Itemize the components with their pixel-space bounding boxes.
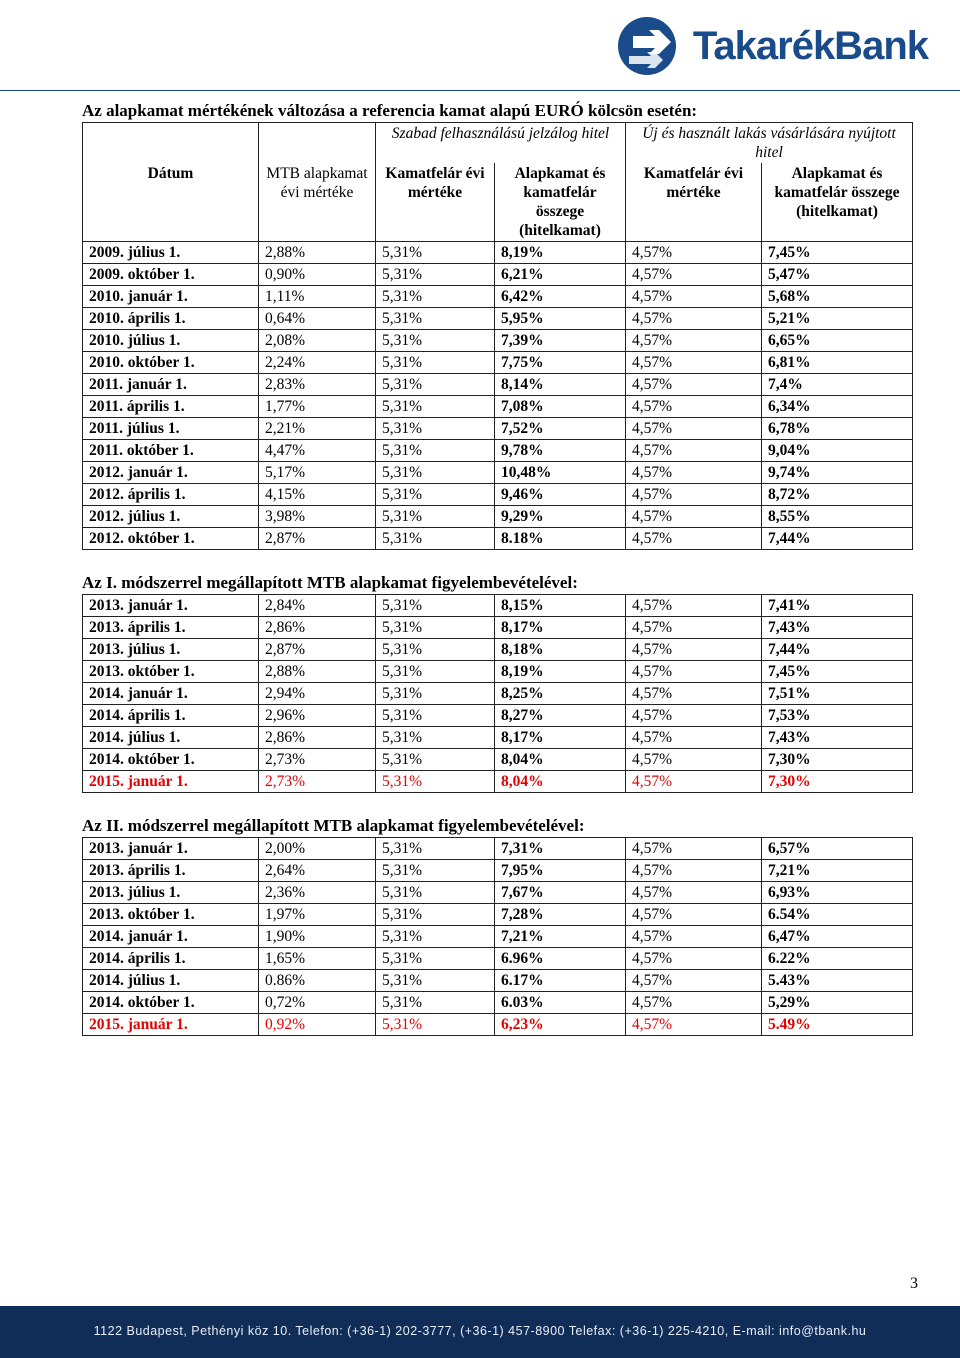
table-group-header-row [83, 123, 913, 164]
cell-kamatfelar-2: 4,57% [626, 242, 762, 264]
cell-hitelkamat-1: 6.96% [495, 948, 626, 970]
cell-date: 2011. július 1. [83, 418, 259, 440]
cell-mtb-rate: 0,90% [259, 264, 376, 286]
cell-kamatfelar-2: 4,57% [626, 926, 762, 948]
cell-date: 2014. április 1. [83, 948, 259, 970]
cell-kamatfelar-1: 5,31% [376, 860, 495, 882]
cell-kamatfelar-2: 4,57% [626, 948, 762, 970]
cell-kamatfelar-1: 5,31% [376, 462, 495, 484]
table-row [83, 264, 913, 286]
brand-logo[interactable] [615, 14, 928, 78]
cell-date: 2014. január 1. [83, 683, 259, 705]
cell-mtb-rate: 3,98% [259, 506, 376, 528]
cell-kamatfelar-1: 5,31% [376, 506, 495, 528]
cell-mtb-rate: 1,65% [259, 948, 376, 970]
cell-date: 2011. április 1. [83, 396, 259, 418]
table-row [83, 661, 913, 683]
cell-mtb-rate: 2,86% [259, 727, 376, 749]
cell-mtb-rate: 1,90% [259, 926, 376, 948]
cell-kamatfelar-1: 5,31% [376, 440, 495, 462]
cell-date: 2014. július 1. [83, 970, 259, 992]
cell-kamatfelar-2: 4,57% [626, 617, 762, 639]
table-row [83, 352, 913, 374]
table-row [83, 1014, 913, 1036]
cell-hitelkamat-1: 7,21% [495, 926, 626, 948]
cell-hitelkamat-1: 7,95% [495, 860, 626, 882]
footer-contact-text: 1122 Budapest, Pethényi köz 10. Telefon: (+36-1) 202-3777, (+36-1) 457-8900 Telefax: (+36-1) 225-4210, E-mail: info@tbank.hu [93, 1324, 867, 1338]
cell-kamatfelar-2: 4,57% [626, 727, 762, 749]
cell-hitelkamat-2: 5,21% [762, 308, 913, 330]
cell-kamatfelar-1: 5,31% [376, 904, 495, 926]
cell-hitelkamat-2: 6,65% [762, 330, 913, 352]
cell-hitelkamat-1: 8.18% [495, 528, 626, 550]
cell-date: 2013. április 1. [83, 860, 259, 882]
table-row [83, 440, 913, 462]
cell-mtb-rate: 2,87% [259, 528, 376, 550]
cell-kamatfelar-1: 5,31% [376, 882, 495, 904]
table-row [83, 462, 913, 484]
cell-hitelkamat-1: 9,29% [495, 506, 626, 528]
cell-hitelkamat-2: 9,04% [762, 440, 913, 462]
cell-hitelkamat-1: 9,46% [495, 484, 626, 506]
cell-hitelkamat-1: 8,17% [495, 727, 626, 749]
section-title-euro: Az alapkamat mértékének változása a referencia kamat alapú EURÓ kölcsön esetén: [82, 101, 698, 120]
cell-hitelkamat-1: 8,04% [495, 771, 626, 793]
table-body-historic [83, 242, 913, 550]
cell-mtb-rate: 4,15% [259, 484, 376, 506]
cell-hitelkamat-2: 5,68% [762, 286, 913, 308]
cell-hitelkamat-2: 6,93% [762, 882, 913, 904]
table-row [83, 992, 913, 1014]
table-row [83, 617, 913, 639]
cell-date: 2014. április 1. [83, 705, 259, 727]
header-kamatfelar-1: Kamatfelár évi mértéke [376, 163, 495, 242]
table-row [83, 396, 913, 418]
cell-kamatfelar-1: 5,31% [376, 926, 495, 948]
cell-kamatfelar-1: 5,31% [376, 617, 495, 639]
cell-mtb-rate: 2,73% [259, 749, 376, 771]
header-alapkamat-1: Alapkamat és kamatfelár összege (hitelkamat) [495, 163, 626, 242]
cell-kamatfelar-2: 4,57% [626, 705, 762, 727]
table-row [83, 374, 913, 396]
cell-hitelkamat-2: 7,44% [762, 528, 913, 550]
cell-hitelkamat-2: 7,30% [762, 771, 913, 793]
section-title-method-1: Az I. módszerrel megállapított MTB alapkamat figyelembevételével: [82, 573, 578, 592]
cell-hitelkamat-2: 5.49% [762, 1014, 913, 1036]
cell-date: 2015. január 1. [83, 771, 259, 793]
cell-hitelkamat-2: 7,41% [762, 595, 913, 617]
cell-hitelkamat-2: 7,4% [762, 374, 913, 396]
cell-date: 2009. október 1. [83, 264, 259, 286]
cell-kamatfelar-2: 4,57% [626, 992, 762, 1014]
cell-date: 2010. július 1. [83, 330, 259, 352]
cell-date: 2012. április 1. [83, 484, 259, 506]
table-body-method-2 [83, 838, 913, 1036]
cell-mtb-rate: 4,47% [259, 440, 376, 462]
cell-hitelkamat-1: 6.17% [495, 970, 626, 992]
cell-kamatfelar-2: 4,57% [626, 771, 762, 793]
cell-hitelkamat-1: 7,28% [495, 904, 626, 926]
rate-table-method-2 [82, 837, 913, 1036]
cell-mtb-rate: 0,92% [259, 1014, 376, 1036]
cell-hitelkamat-1: 8,04% [495, 749, 626, 771]
table-row [83, 330, 913, 352]
cell-mtb-rate: 5,17% [259, 462, 376, 484]
document-content [82, 100, 912, 1036]
cell-kamatfelar-2: 4,57% [626, 595, 762, 617]
cell-kamatfelar-1: 5,31% [376, 838, 495, 860]
cell-kamatfelar-2: 4,57% [626, 286, 762, 308]
cell-kamatfelar-2: 4,57% [626, 506, 762, 528]
cell-hitelkamat-1: 8,19% [495, 242, 626, 264]
cell-kamatfelar-2: 4,57% [626, 1014, 762, 1036]
cell-date: 2012. október 1. [83, 528, 259, 550]
table-row [83, 860, 913, 882]
header-kamatfelar-2: Kamatfelár évi mértéke [626, 163, 762, 242]
cell-kamatfelar-2: 4,57% [626, 484, 762, 506]
cell-hitelkamat-2: 7,21% [762, 860, 913, 882]
cell-kamatfelar-2: 4,57% [626, 352, 762, 374]
cell-kamatfelar-1: 5,31% [376, 528, 495, 550]
cell-mtb-rate: 1,97% [259, 904, 376, 926]
cell-kamatfelar-2: 4,57% [626, 396, 762, 418]
cell-mtb-rate: 2,86% [259, 617, 376, 639]
table-row [83, 705, 913, 727]
cell-date: 2014. október 1. [83, 749, 259, 771]
cell-hitelkamat-2: 6.54% [762, 904, 913, 926]
cell-kamatfelar-2: 4,57% [626, 374, 762, 396]
cell-kamatfelar-2: 4,57% [626, 639, 762, 661]
brand-name: TakarékBank [692, 23, 928, 68]
cell-kamatfelar-2: 4,57% [626, 418, 762, 440]
cell-mtb-rate: 2,73% [259, 771, 376, 793]
cell-hitelkamat-2: 7,30% [762, 749, 913, 771]
cell-date: 2015. január 1. [83, 1014, 259, 1036]
table-row [83, 926, 913, 948]
header-bar [0, 0, 960, 91]
table-body-method-1 [83, 595, 913, 793]
cell-kamatfelar-1: 5,31% [376, 352, 495, 374]
cell-kamatfelar-1: 5,31% [376, 595, 495, 617]
header-alapkamat-2: Alapkamat és kamatfelár összege (hitelkamat) [762, 163, 913, 242]
cell-kamatfelar-2: 4,57% [626, 970, 762, 992]
cell-hitelkamat-1: 6,21% [495, 264, 626, 286]
cell-hitelkamat-1: 7,75% [495, 352, 626, 374]
cell-mtb-rate: 2,87% [259, 639, 376, 661]
cell-hitelkamat-2: 7,51% [762, 683, 913, 705]
cell-mtb-rate: 2,96% [259, 705, 376, 727]
takarekbank-logo-icon [615, 14, 687, 78]
cell-kamatfelar-2: 4,57% [626, 683, 762, 705]
cell-date: 2010. január 1. [83, 286, 259, 308]
footer-bar [0, 1306, 960, 1358]
cell-hitelkamat-1: 9,78% [495, 440, 626, 462]
table-row [83, 484, 913, 506]
cell-date: 2012. július 1. [83, 506, 259, 528]
cell-kamatfelar-2: 4,57% [626, 462, 762, 484]
cell-hitelkamat-1: 7,52% [495, 418, 626, 440]
cell-mtb-rate: 2,08% [259, 330, 376, 352]
cell-date: 2013. július 1. [83, 639, 259, 661]
cell-date: 2011. október 1. [83, 440, 259, 462]
cell-hitelkamat-2: 6,57% [762, 838, 913, 860]
cell-mtb-rate: 2,64% [259, 860, 376, 882]
cell-kamatfelar-1: 5,31% [376, 705, 495, 727]
rate-table-historic [82, 122, 913, 550]
table-row [83, 418, 913, 440]
cell-kamatfelar-1: 5,31% [376, 749, 495, 771]
cell-hitelkamat-1: 8,25% [495, 683, 626, 705]
cell-date: 2013. október 1. [83, 904, 259, 926]
cell-kamatfelar-1: 5,31% [376, 639, 495, 661]
cell-date: 2013. július 1. [83, 882, 259, 904]
cell-hitelkamat-2: 5.43% [762, 970, 913, 992]
cell-hitelkamat-1: 8,27% [495, 705, 626, 727]
cell-mtb-rate: 0,64% [259, 308, 376, 330]
cell-mtb-rate: 0.86% [259, 970, 376, 992]
table-row [83, 838, 913, 860]
cell-date: 2009. július 1. [83, 242, 259, 264]
cell-mtb-rate: 2,83% [259, 374, 376, 396]
rate-table-method-1 [82, 594, 913, 793]
cell-hitelkamat-2: 6,34% [762, 396, 913, 418]
cell-kamatfelar-1: 5,31% [376, 992, 495, 1014]
cell-hitelkamat-1: 6,42% [495, 286, 626, 308]
cell-hitelkamat-2: 6.22% [762, 948, 913, 970]
cell-kamatfelar-1: 5,31% [376, 727, 495, 749]
cell-mtb-rate: 2,88% [259, 661, 376, 683]
header-date: Dátum [83, 163, 259, 242]
page-number: 3 [910, 1275, 918, 1292]
cell-mtb-rate: 2,84% [259, 595, 376, 617]
cell-hitelkamat-2: 7,53% [762, 705, 913, 727]
table-row [83, 506, 913, 528]
table-row [83, 639, 913, 661]
cell-date: 2010. április 1. [83, 308, 259, 330]
cell-date: 2014. október 1. [83, 992, 259, 1014]
cell-hitelkamat-1: 7,31% [495, 838, 626, 860]
cell-kamatfelar-2: 4,57% [626, 264, 762, 286]
header-mtb: MTB alapkamat évi mértéke [259, 163, 376, 242]
table-row [83, 308, 913, 330]
cell-mtb-rate: 1,77% [259, 396, 376, 418]
cell-hitelkamat-1: 6,23% [495, 1014, 626, 1036]
cell-hitelkamat-1: 7,39% [495, 330, 626, 352]
cell-kamatfelar-2: 4,57% [626, 838, 762, 860]
cell-kamatfelar-1: 5,31% [376, 771, 495, 793]
table-row [83, 904, 913, 926]
cell-hitelkamat-2: 7,43% [762, 727, 913, 749]
table-row [83, 727, 913, 749]
cell-kamatfelar-2: 4,57% [626, 661, 762, 683]
cell-kamatfelar-1: 5,31% [376, 970, 495, 992]
cell-hitelkamat-1: 10,48% [495, 462, 626, 484]
cell-kamatfelar-1: 5,31% [376, 1014, 495, 1036]
cell-kamatfelar-1: 5,31% [376, 286, 495, 308]
cell-hitelkamat-1: 7,67% [495, 882, 626, 904]
cell-date: 2013. január 1. [83, 595, 259, 617]
table-row [83, 242, 913, 264]
cell-date: 2014. január 1. [83, 926, 259, 948]
cell-hitelkamat-2: 8,55% [762, 506, 913, 528]
cell-date: 2012. január 1. [83, 462, 259, 484]
cell-kamatfelar-1: 5,31% [376, 683, 495, 705]
table-row [83, 683, 913, 705]
cell-hitelkamat-1: 6.03% [495, 992, 626, 1014]
cell-kamatfelar-1: 5,31% [376, 242, 495, 264]
cell-kamatfelar-1: 5,31% [376, 374, 495, 396]
cell-kamatfelar-1: 5,31% [376, 330, 495, 352]
cell-date: 2013. április 1. [83, 617, 259, 639]
cell-hitelkamat-2: 7,44% [762, 639, 913, 661]
cell-hitelkamat-2: 6,47% [762, 926, 913, 948]
table-row [83, 286, 913, 308]
cell-date: 2011. január 1. [83, 374, 259, 396]
table-row [83, 595, 913, 617]
cell-kamatfelar-2: 4,57% [626, 308, 762, 330]
cell-hitelkamat-2: 8,72% [762, 484, 913, 506]
cell-hitelkamat-1: 7,08% [495, 396, 626, 418]
cell-mtb-rate: 2,36% [259, 882, 376, 904]
cell-kamatfelar-2: 4,57% [626, 528, 762, 550]
header-group-jelzalog: Szabad felhasználású jelzálog hitel [376, 123, 626, 164]
cell-kamatfelar-1: 5,31% [376, 308, 495, 330]
section-title-method-2: Az II. módszerrel megállapított MTB alapkamat figyelembevételével: [82, 816, 585, 835]
cell-kamatfelar-1: 5,31% [376, 484, 495, 506]
cell-mtb-rate: 1,11% [259, 286, 376, 308]
cell-date: 2013. január 1. [83, 838, 259, 860]
cell-hitelkamat-1: 8,17% [495, 617, 626, 639]
table-row [83, 771, 913, 793]
cell-kamatfelar-1: 5,31% [376, 396, 495, 418]
cell-date: 2014. július 1. [83, 727, 259, 749]
header-empty-cell [259, 123, 376, 164]
header-empty-cell [83, 123, 259, 164]
cell-kamatfelar-2: 4,57% [626, 330, 762, 352]
header-group-lakas: Új és használt lakás vásárlására nyújtott hitel [626, 123, 913, 164]
cell-kamatfelar-1: 5,31% [376, 418, 495, 440]
cell-hitelkamat-2: 7,43% [762, 617, 913, 639]
table-row [83, 528, 913, 550]
cell-hitelkamat-2: 5,47% [762, 264, 913, 286]
cell-mtb-rate: 2,94% [259, 683, 376, 705]
cell-kamatfelar-1: 5,31% [376, 948, 495, 970]
table-row [83, 970, 913, 992]
cell-hitelkamat-2: 5,29% [762, 992, 913, 1014]
cell-hitelkamat-1: 5,95% [495, 308, 626, 330]
cell-kamatfelar-2: 4,57% [626, 904, 762, 926]
table-row [83, 948, 913, 970]
cell-hitelkamat-1: 8,19% [495, 661, 626, 683]
cell-mtb-rate: 2,88% [259, 242, 376, 264]
cell-hitelkamat-1: 8,15% [495, 595, 626, 617]
cell-mtb-rate: 2,21% [259, 418, 376, 440]
cell-mtb-rate: 0,72% [259, 992, 376, 1014]
table-row [83, 749, 913, 771]
cell-date: 2010. október 1. [83, 352, 259, 374]
cell-mtb-rate: 2,00% [259, 838, 376, 860]
cell-hitelkamat-2: 9,74% [762, 462, 913, 484]
cell-kamatfelar-2: 4,57% [626, 749, 762, 771]
cell-hitelkamat-2: 6,78% [762, 418, 913, 440]
cell-kamatfelar-2: 4,57% [626, 882, 762, 904]
cell-date: 2013. október 1. [83, 661, 259, 683]
cell-hitelkamat-2: 7,45% [762, 242, 913, 264]
table-column-header-row [83, 163, 913, 242]
cell-hitelkamat-2: 7,45% [762, 661, 913, 683]
cell-hitelkamat-1: 8,14% [495, 374, 626, 396]
cell-kamatfelar-1: 5,31% [376, 661, 495, 683]
table-row [83, 882, 913, 904]
cell-kamatfelar-1: 5,31% [376, 264, 495, 286]
cell-kamatfelar-2: 4,57% [626, 440, 762, 462]
cell-hitelkamat-1: 8,18% [495, 639, 626, 661]
cell-kamatfelar-2: 4,57% [626, 860, 762, 882]
cell-mtb-rate: 2,24% [259, 352, 376, 374]
cell-hitelkamat-2: 6,81% [762, 352, 913, 374]
